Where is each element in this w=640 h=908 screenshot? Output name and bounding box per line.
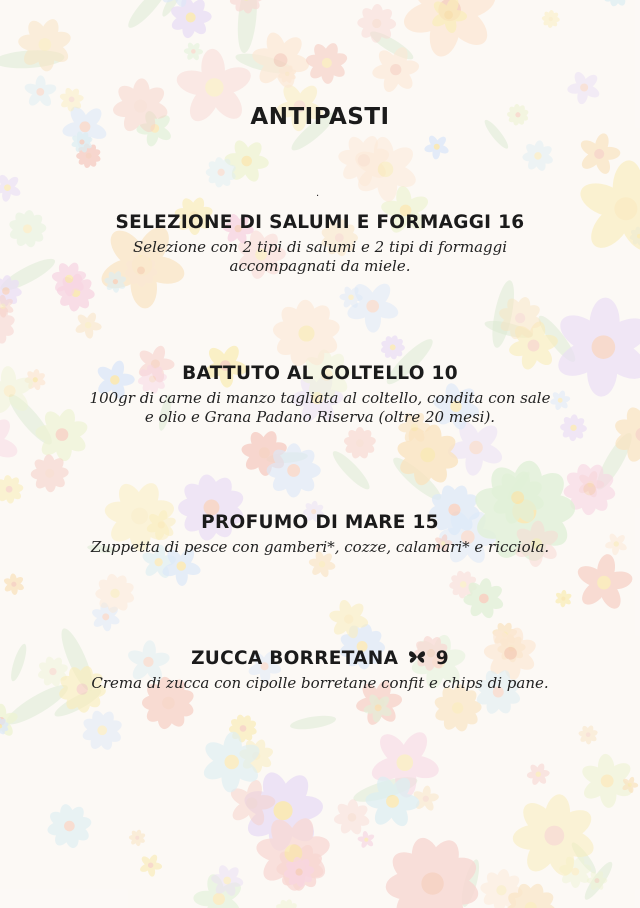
menu-item-zucca	[0, 646, 640, 693]
menu-item-profumo	[0, 510, 640, 557]
section-title: ANTIPASTI	[250, 104, 390, 130]
menu-item-description: Crema di zucca con cipolle borretane confit e chips di pane.	[91, 674, 549, 692]
menu-item-name: SELEZIONE DI SALUMI E FORMAGGI 16	[115, 212, 525, 233]
menu-item-price: 9	[435, 648, 449, 669]
separator-dot: .	[316, 188, 320, 199]
menu-item-description: Zuppetta di pesce con gamberi*, cozze, calamari* e ricciola.	[90, 538, 550, 556]
menu-item-selezione	[0, 210, 640, 276]
menu-item-name: PROFUMO DI MARE 15	[201, 512, 439, 533]
menu-item-price: 15	[412, 512, 439, 533]
menu-item-battuto	[0, 361, 640, 427]
menu-item-price: 10	[431, 363, 458, 384]
menu-item-name: BATTUTO AL COLTELLO 10	[182, 363, 458, 384]
menu-item-name: ZUCCA BORRETANA 9	[191, 648, 449, 669]
menu-item-description: Selezione con 2 tipi di salumi e 2 tipi di formaggi accompagnati da miele.	[132, 238, 508, 275]
menu-item-price: 16	[498, 212, 525, 233]
menu-item-description: 100gr di carne di manzo tagliata al coltello, condita con sale e olio e Grana Padano Riserva (oltre 20 mesi).	[89, 389, 551, 426]
vegetarian-leaf-icon	[407, 647, 427, 667]
